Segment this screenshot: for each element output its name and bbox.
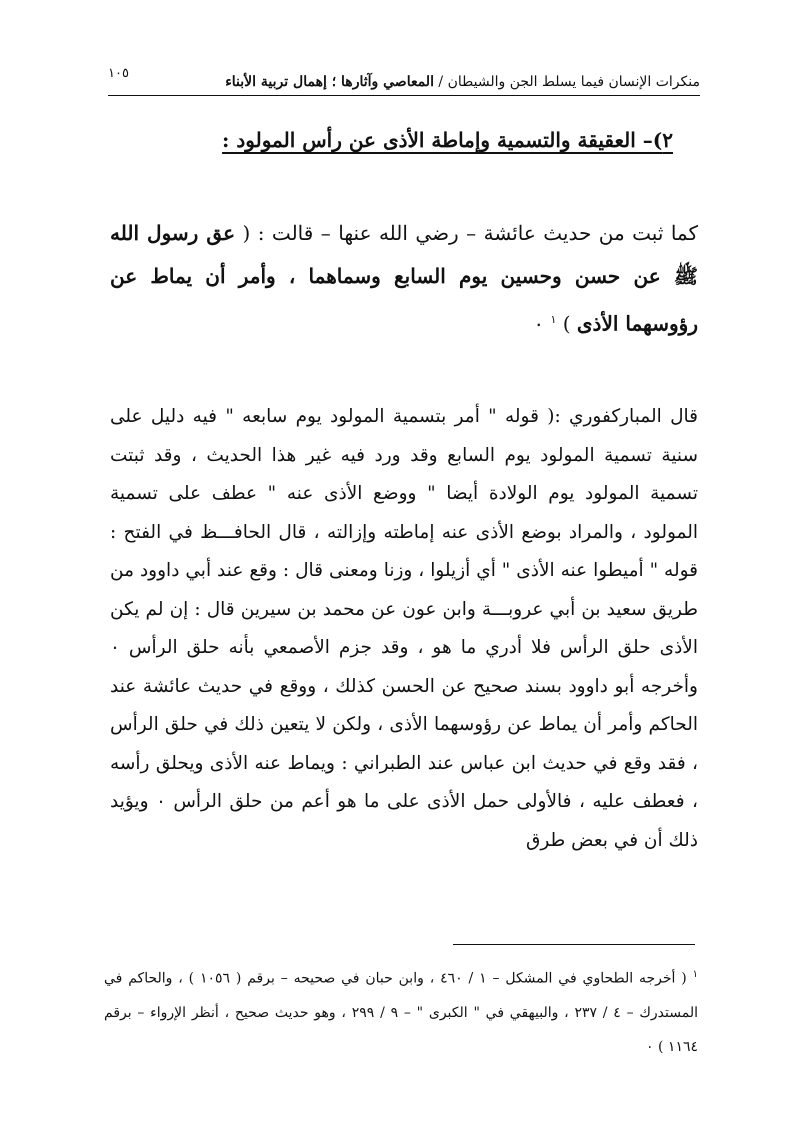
- running-head-chapter: المعاصي وآثارها ؛ إهمال تربية الأبناء: [225, 74, 434, 90]
- commentary-paragraph: قال المباركفوري :( قوله " أمر بتسمية المولود يوم سابعه " فيه دليل على سنية تسمية المولود يوم السابع وقد ورد فيه غير هذا الحديث ، وقد ثبتت تسمية المولود يوم الولادة أيضا " ووضع الأذى عنه " عطف على تسمية المولود ، والمراد بوضع الأذى عنه إماطته وإزالته ، قال الحافـــظ في الفتح : قوله " أميطوا عنه الأذى " أي أزيلوا ، وزنا ومعنى قال : وقع عند أبي داوود من طريق سعيد بن أبي عروبـــة وابن عون عن محمد بن سيرين قال : إن لم يكن الأذى حلق الرأس فلا أدري ما هو ، وقد جزم الأصمعي بأنه حلق الرأس ٠ وأخرجه أبو داوود بسند صحيح عن الحسن كذلك ، ووقع في حديث عائشة عند الحاكم وأمر أن يماط عن رؤوسهما الأذى ، ولكن لا يتعين ذلك في حلق الرأس ، فقد وقع في حديث ابن عباس عند الطبراني : ويماط عنه الأذى ويحلق رأسه ، فعطف عليه ، فالأولى حمل الأذى على ما هو أعم من حلق الرأس ٠ ويؤيد ذلك أن في بعض طرق: [110, 406, 698, 851]
- footnote-divider: [453, 944, 695, 945]
- running-head: [225, 74, 700, 90]
- footnote-reference: ١: [550, 313, 557, 326]
- hadith-text: عق رسول الله ﷺ عن حسن وحسين يوم السابع وسماهما ، وأمر أن يماط عن رؤوسهما الأذى: [110, 221, 698, 336]
- hadith-paragraph: [110, 212, 698, 346]
- footnote-item: [104, 958, 698, 1064]
- header-divider: [108, 95, 700, 96]
- hadith-closing: ): [562, 311, 577, 336]
- footnote-text: ( أخرجه الطحاوي في المشكل – ١ / ٤٦٠ ، وابن حبان في صحيحه – برقم ( ١٠٥٦ ) ، والحاكم في المستدرك – ٤ / ٢٣٧ ، والبيهقي في " الكبرى " – ٩ / ٢٩٩ ، وهو حديث صحيح ، أنظر الإرواء – برقم ١١٦٤ ) ٠: [104, 970, 698, 1055]
- hadith-intro: كما ثبت من حديث عائشة – رضي الله عنها – قالت : (: [242, 221, 699, 245]
- page-number: ١٠٥: [108, 66, 129, 81]
- hadith-end: ٠: [533, 311, 551, 336]
- section-title: ٢)– العقيقة والتسمية وإماطة الأذى عن رأس المولود :: [222, 128, 673, 152]
- footnote-number: ١: [692, 969, 698, 980]
- page-header: [108, 66, 700, 96]
- footnotes: [104, 958, 698, 1064]
- running-head-book-title: منكرات الإنسان فيما يسلط الجن والشيطان /: [433, 74, 700, 90]
